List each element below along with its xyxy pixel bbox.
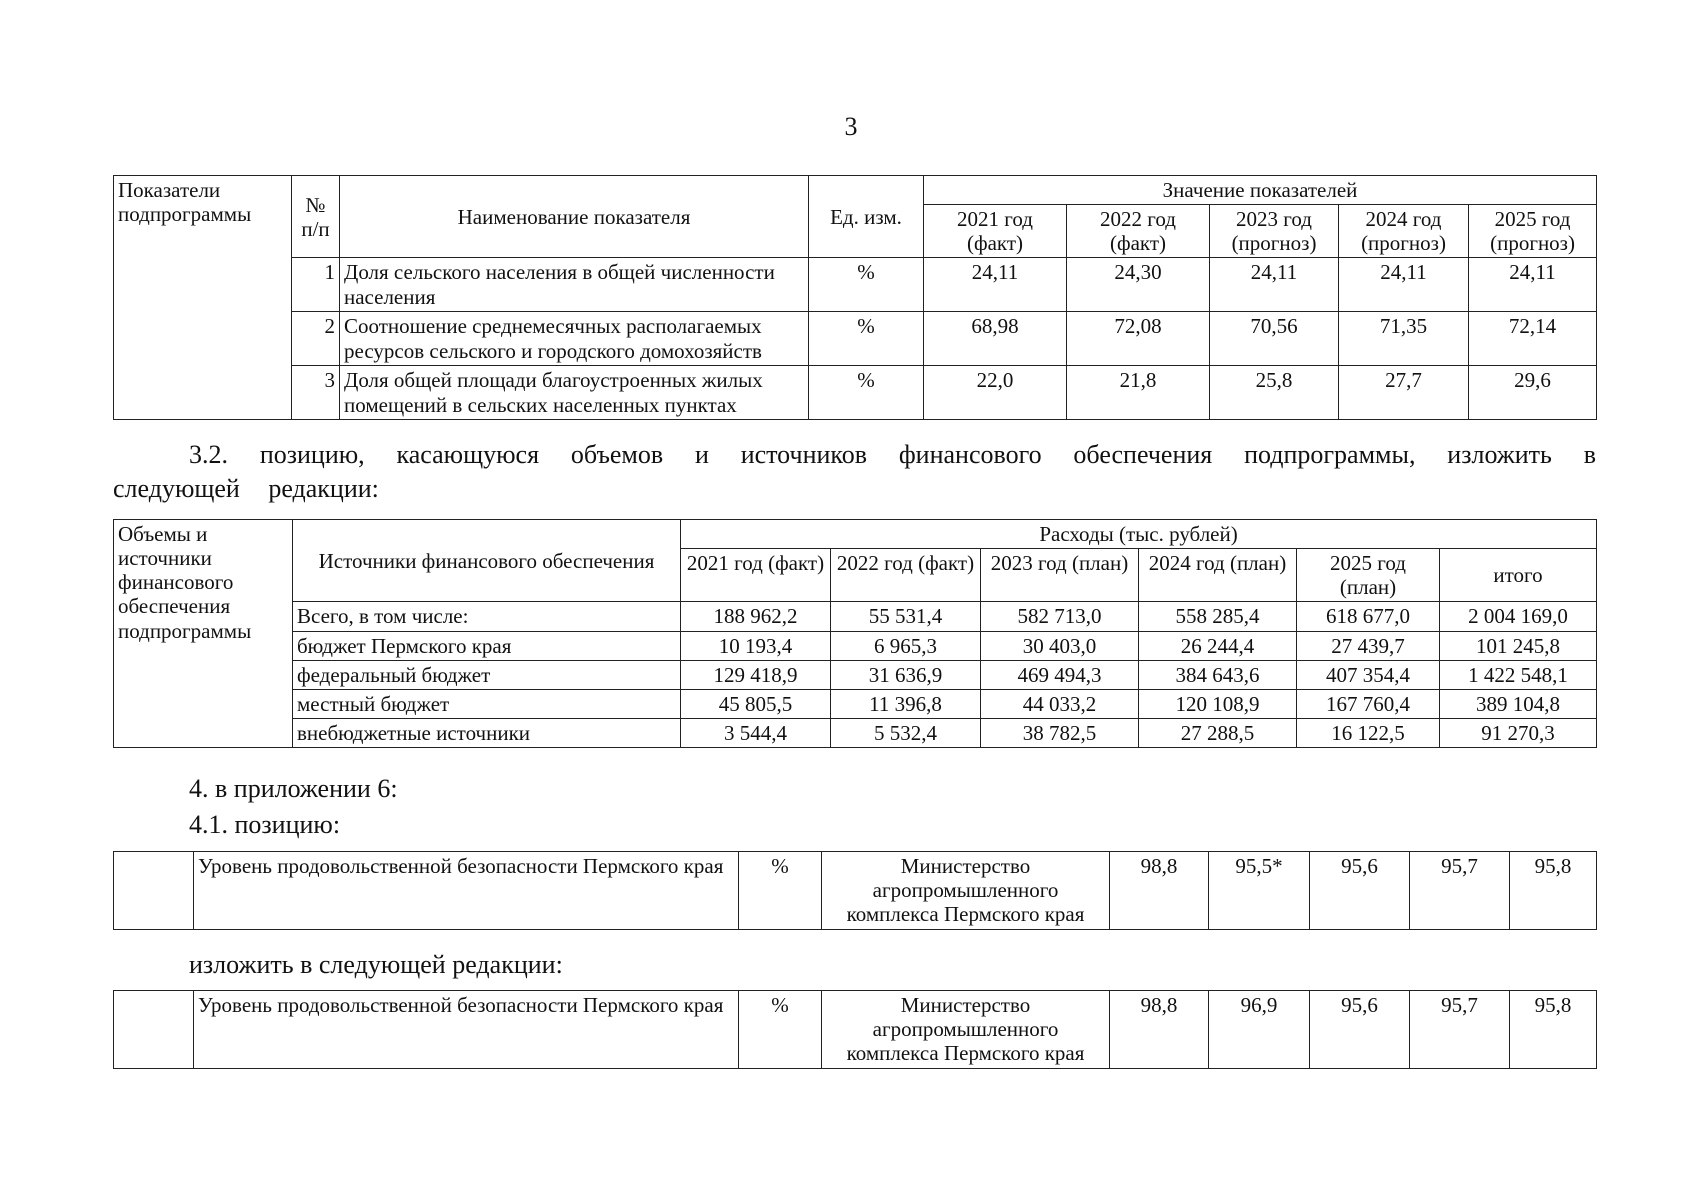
row-value: 68,98 <box>924 312 1067 366</box>
row-value: 98,8 <box>1110 852 1209 930</box>
row-name: бюджет Пермского края <box>293 631 681 660</box>
row-org: Министерство агропромышленного комплекса Пермского края <box>822 852 1110 930</box>
col-source-header: Источники финансового обеспечения <box>293 520 681 602</box>
row-value: 31 636,9 <box>831 660 981 689</box>
col-num-header: № п/п <box>292 176 340 258</box>
paragraph-text: 3.2. позицию, касающуюся объемов и источников финансового обеспечения подпрограммы, изложить в следующей редакции: <box>113 440 1596 503</box>
row-value: 55 531,4 <box>831 602 981 631</box>
col-unit-header: Ед. изм. <box>809 176 924 258</box>
row-value: 98,8 <box>1110 991 1209 1069</box>
row-value: 95,6 <box>1310 852 1410 930</box>
year-header: 2021 год (факт) <box>681 549 831 602</box>
table-row <box>114 852 1597 930</box>
row-unit: % <box>809 258 924 312</box>
row-value: 72,08 <box>1067 312 1210 366</box>
table-row <box>114 312 1597 366</box>
table-row <box>114 631 1597 660</box>
row-value: 26 244,4 <box>1139 631 1297 660</box>
table-row <box>114 366 1597 420</box>
year-header: 2024 год (план) <box>1139 549 1297 602</box>
row-value: 24,11 <box>924 258 1067 312</box>
row-name: местный бюджет <box>293 689 681 718</box>
row-value: 407 354,4 <box>1297 660 1440 689</box>
row-value: 3 544,4 <box>681 718 831 747</box>
row-org: Министерство агропромышленного комплекса Пермского края <box>822 991 1110 1069</box>
row-value: 11 396,8 <box>831 689 981 718</box>
row-value: 1 422 548,1 <box>1440 660 1597 689</box>
col-values-header: Значение показателей <box>924 176 1597 205</box>
row-value: 469 494,3 <box>981 660 1139 689</box>
row-value: 10 193,4 <box>681 631 831 660</box>
row-name: Уровень продовольственной безопасности Пермского края <box>194 852 739 930</box>
total-header: итого <box>1440 549 1597 602</box>
year-header: 2024 год (прогноз) <box>1339 205 1469 258</box>
row-unit: % <box>739 991 822 1069</box>
row-value: 30 403,0 <box>981 631 1139 660</box>
row-name: Всего, в том числе: <box>293 602 681 631</box>
table-row <box>114 991 1597 1069</box>
row-value: 45 805,5 <box>681 689 831 718</box>
row-unit: % <box>809 366 924 420</box>
row-value: 120 108,9 <box>1139 689 1297 718</box>
empty-cell <box>114 991 194 1069</box>
row-value: 91 270,3 <box>1440 718 1597 747</box>
row-value: 16 122,5 <box>1297 718 1440 747</box>
row-value: 22,0 <box>924 366 1067 420</box>
row-value: 27 439,7 <box>1297 631 1440 660</box>
section-label: Показатели подпрограммы <box>114 176 292 420</box>
row-value: 24,11 <box>1339 258 1469 312</box>
row-value: 21,8 <box>1067 366 1210 420</box>
row-value: 2 004 169,0 <box>1440 602 1597 631</box>
food-security-old-table <box>113 851 1597 930</box>
row-value: 188 962,2 <box>681 602 831 631</box>
row-name: Уровень продовольственной безопасности Пермского края <box>194 991 739 1069</box>
row-name: федеральный бюджет <box>293 660 681 689</box>
table-row <box>114 602 1597 631</box>
paragraph-3-2 <box>113 438 1596 506</box>
row-value: 5 532,4 <box>831 718 981 747</box>
col-name-header: Наименование показателя <box>340 176 809 258</box>
food-security-new-table <box>113 990 1597 1069</box>
row-value: 24,11 <box>1210 258 1339 312</box>
row-value: 6 965,3 <box>831 631 981 660</box>
row-value: 24,30 <box>1067 258 1210 312</box>
table-row <box>114 660 1597 689</box>
row-value: 95,5* <box>1209 852 1310 930</box>
row-value: 558 285,4 <box>1139 602 1297 631</box>
indicators-table <box>113 175 1597 420</box>
table-row <box>114 258 1597 312</box>
year-header: 2022 год (факт) <box>831 549 981 602</box>
year-header: 2022 год (факт) <box>1067 205 1210 258</box>
row-value: 95,7 <box>1410 991 1510 1069</box>
row-value: 618 677,0 <box>1297 602 1440 631</box>
row-value: 95,8 <box>1510 991 1597 1069</box>
year-header: 2023 год (план) <box>981 549 1139 602</box>
row-num: 3 <box>292 366 340 420</box>
row-value: 129 418,9 <box>681 660 831 689</box>
row-value: 71,35 <box>1339 312 1469 366</box>
row-value: 38 782,5 <box>981 718 1139 747</box>
row-name: внебюджетные источники <box>293 718 681 747</box>
year-header: 2023 год (прогноз) <box>1210 205 1339 258</box>
table-row <box>114 689 1597 718</box>
empty-cell <box>114 852 194 930</box>
row-unit: % <box>809 312 924 366</box>
paragraph-4: 4. в приложении 6: <box>189 774 398 803</box>
row-name: Доля общей площади благоустроенных жилых помещений в сельских населенных пунктах <box>340 366 809 420</box>
row-num: 2 <box>292 312 340 366</box>
row-unit: % <box>739 852 822 930</box>
row-name: Доля сельского населения в общей численности населения <box>340 258 809 312</box>
financing-table <box>113 519 1597 748</box>
row-value: 101 245,8 <box>1440 631 1597 660</box>
row-value: 96,9 <box>1209 991 1310 1069</box>
table-row <box>114 718 1597 747</box>
col-expenses-header: Расходы (тыс. рублей) <box>681 520 1597 549</box>
row-num: 1 <box>292 258 340 312</box>
row-value: 95,7 <box>1410 852 1510 930</box>
paragraph-new-edition: изложить в следующей редакции: <box>189 950 563 979</box>
row-value: 582 713,0 <box>981 602 1139 631</box>
row-value: 27,7 <box>1339 366 1469 420</box>
section-label: Объемы и источники финансового обеспечения подпрограммы <box>114 520 293 748</box>
row-value: 25,8 <box>1210 366 1339 420</box>
row-value: 389 104,8 <box>1440 689 1597 718</box>
row-value: 27 288,5 <box>1139 718 1297 747</box>
row-value: 167 760,4 <box>1297 689 1440 718</box>
year-header: 2025 год (план) <box>1297 549 1440 602</box>
row-value: 384 643,6 <box>1139 660 1297 689</box>
row-value: 44 033,2 <box>981 689 1139 718</box>
year-header: 2025 год (прогноз) <box>1469 205 1597 258</box>
row-name: Соотношение среднемесячных располагаемых ресурсов сельского и городского домохозяйств <box>340 312 809 366</box>
year-header: 2021 год (факт) <box>924 205 1067 258</box>
row-value: 95,6 <box>1310 991 1410 1069</box>
row-value: 29,6 <box>1469 366 1597 420</box>
row-value: 72,14 <box>1469 312 1597 366</box>
row-value: 24,11 <box>1469 258 1597 312</box>
paragraph-4-1: 4.1. позицию: <box>189 810 341 839</box>
row-value: 70,56 <box>1210 312 1339 366</box>
row-value: 95,8 <box>1510 852 1597 930</box>
page-number: 3 <box>844 112 858 141</box>
